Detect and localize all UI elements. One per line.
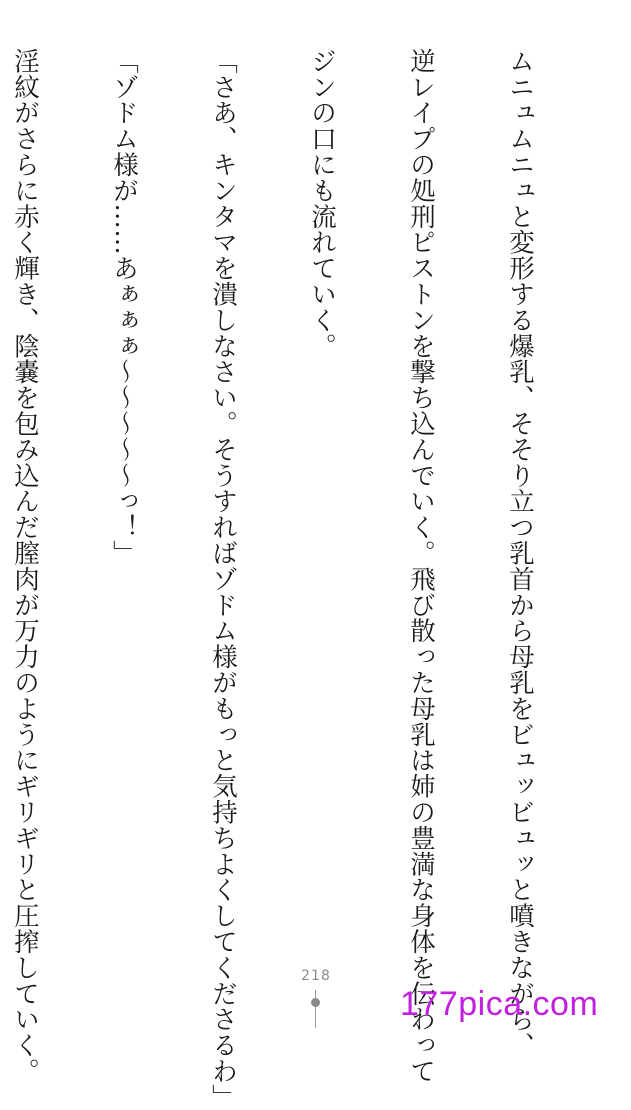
text-line: ムニュムニュと変形する爆乳、そそり立つ乳首から母乳をビュッビュッと噴きながら、 [505,48,535,1059]
footer-divider [315,990,316,1028]
text-line: 淫紋がさらに赤く輝き、陰嚢を包み込んだ膣肉が万力のようにギリギリと圧搾していく。 [10,48,40,1084]
text-line: 「さあ、キンタマを潰しなさい。そうすればゾドム様がもっと気持ちよくしてくださるわ」 [208,48,238,1110]
text-line: 「ゾドム様が……あぁぁぁ～～～～～っ！」 [109,48,139,566]
footer-dot-icon [311,998,320,1007]
text-line: 逆レイプの処刑ピストンを撃ち込んでいく。飛び散った母乳は姉の豊満な身体を伝わって [406,48,436,1084]
watermark: 177pica.com [400,985,599,1023]
page-number: 218 [301,968,331,984]
text-line: ジンの口にも流れていく。 [307,48,337,359]
